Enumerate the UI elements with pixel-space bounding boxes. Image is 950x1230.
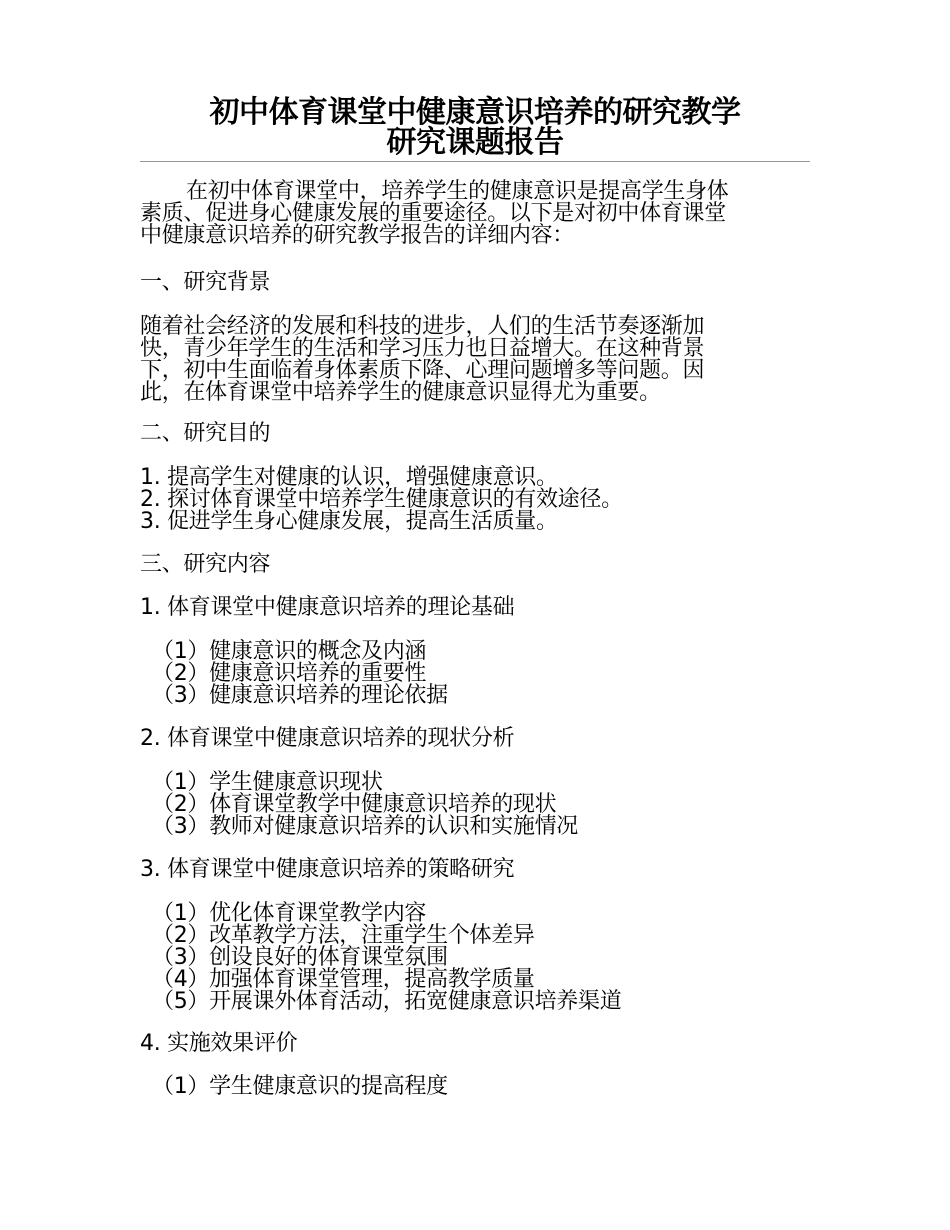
- paragraph-line: 随着社会经济的发展和科技的进步，人们的生活节奏逐渐加: [140, 314, 705, 339]
- list-item: （2）体育课堂教学中健康意识培养的现状: [152, 792, 557, 817]
- list-item: （1）健康意识的概念及内涵: [152, 639, 427, 664]
- intro-line: 素质、促进身心健康发展的重要途径。以下是对初中体育课堂: [140, 201, 726, 226]
- list-item: （2）改革教学方法，注重学生个体差异: [152, 923, 535, 948]
- paragraph-line: 快，青少年学生的生活和学习压力也日益增大。在这种背景: [140, 336, 705, 361]
- list-item: （3）教师对健康意识培养的认识和实施情况: [152, 814, 578, 839]
- list-item: （1）优化体育课堂教学内容: [152, 901, 427, 926]
- list-item: （1）学生健康意识现状: [152, 770, 383, 795]
- intro-line: 中健康意识培养的研究教学报告的详细内容：: [140, 223, 575, 248]
- evaluation-list: [152, 1076, 822, 1098]
- section-heading-content: 三、研究内容: [140, 552, 271, 577]
- subsection-heading-evaluation: 4. 实施效果评价: [140, 1031, 298, 1056]
- intro-line: 在初中体育课堂中，培养学生的健康意识是提高学生身体: [186, 179, 729, 204]
- purpose-list: [140, 467, 810, 533]
- subsection-heading-strategy: 3. 体育课堂中健康意识培养的策略研究: [140, 857, 515, 882]
- list-item: （1）学生健康意识的提高程度: [152, 1074, 448, 1099]
- background-paragraph: [140, 316, 810, 404]
- title-underline: [140, 161, 810, 162]
- list-item: 3. 促进学生身心健康发展，提高生活质量。: [140, 509, 558, 534]
- title-line-1: 初中体育课堂中健康意识培养的研究教学: [209, 95, 741, 130]
- status-list: [152, 772, 822, 838]
- list-item: 1. 提高学生对健康的认识，增强健康意识。: [140, 465, 558, 490]
- theory-list: [152, 641, 822, 707]
- intro-paragraph: [140, 181, 810, 247]
- paragraph-line: 下，初中生面临着身体素质下降、心理问题增多等问题。因: [140, 358, 705, 383]
- section-heading-background: 一、研究背景: [140, 270, 271, 295]
- list-item: （2）健康意识培养的重要性: [152, 661, 427, 686]
- paragraph-line: 此，在体育课堂中培养学生的健康意识显得尤为重要。: [140, 380, 661, 405]
- subsection-heading-status: 2. 体育课堂中健康意识培养的现状分析: [140, 726, 515, 751]
- list-item: （5）开展课外体育活动，拓宽健康意识培养渠道: [152, 989, 622, 1014]
- list-item: （3）健康意识培养的理论依据: [152, 683, 448, 708]
- list-item: （4）加强体育课堂管理，提高教学质量: [152, 967, 535, 992]
- list-item: （3）创设良好的体育课堂氛围: [152, 945, 448, 970]
- section-heading-purpose: 二、研究目的: [140, 421, 271, 446]
- document-title: [140, 95, 810, 160]
- title-line-2: 研究课题报告: [386, 125, 564, 160]
- strategy-list: [152, 903, 822, 1013]
- list-item: 2. 探讨体育课堂中培养学生健康意识的有效途径。: [140, 487, 623, 512]
- subsection-heading-theory: 1. 体育课堂中健康意识培养的理论基础: [140, 595, 515, 620]
